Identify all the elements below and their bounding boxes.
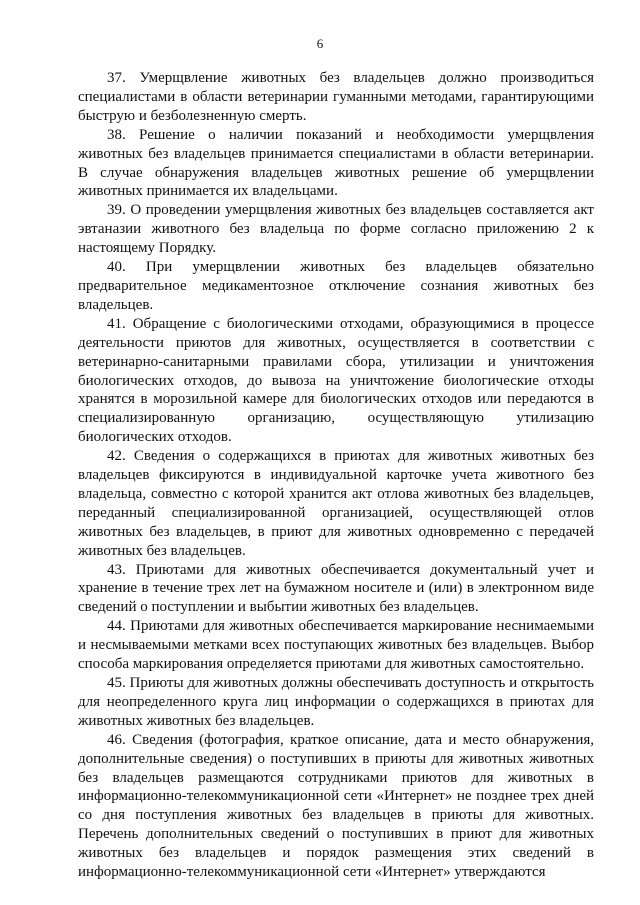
paragraph-41: 41. Обращение с биологическими отходами, образующимися в процессе деятельности приютов для животных, осуществляется в соответствии с ветеринарно-санитарными правилами сбора, утилизации и уничтожения биологических отходов, до вывоза на уничтожение биологические отходы хранятся в морозильной камере для биологических отходов или передаются в специализированную организацию, осуществляющую утилизацию биологических отходов. bbox=[78, 315, 594, 446]
document-body bbox=[78, 69, 594, 882]
paragraph-43: 43. Приютами для животных обеспечивается документальный учет и хранение в течение трех лет на бумажном носителе и (или) в электронном виде сведений о поступлении и выбытии животных без владельцев. bbox=[78, 561, 594, 616]
paragraph-37: 37. Умерщвление животных без владельцев должно производиться специалистами в области ветеринарии гуманными методами, гарантирующими быструю и безболезненную смерть. bbox=[78, 70, 594, 124]
paragraph-38: 38. Решение о наличии показаний и необходимости умерщвления животных без владельцев принимается специалистами в области ветеринарии. В случае обнаружения владельцев животных решение об умерщвлении животных принимается их владельцами. bbox=[78, 126, 594, 200]
paragraph-45: 45. Приюты для животных должны обеспечивать доступность и открытость для неопределенного круга лиц информации о содержащихся в приютах для животных животных без владельцев. bbox=[78, 675, 594, 729]
page-number: 6 bbox=[316, 36, 324, 51]
paragraph-44: 44. Приютами для животных обеспечивается маркирование неснимаемыми и несмываемыми метками всех поступающих животных без владельцев. Выбор способа маркирования определяется приютами для животных самостоятельно. bbox=[78, 618, 594, 673]
paragraph-39: 39. О проведении умерщвления животных без владельцев составляется акт эвтаназии животного без владельца по форме согласно приложению 2 к настоящему Порядку. bbox=[78, 202, 594, 257]
paragraph-40: 40. При умерщвлении животных без владельцев обязательно предварительное медикаментозное отключение сознания животных без владельцев. bbox=[78, 259, 594, 313]
paragraph-42: 42. Сведения о содержащихся в приютах для животных животных без владельцев фиксируются в индивидуальной карточке учета животного без владельца, совместно с которой хранится акт отлова животных без владельцев, переданный специализированной организацией, осуществляющей отлов животных без владельцев, в приют для животных одновременно с передачей животных без владельцев. bbox=[78, 448, 594, 559]
paragraph-46: 46. Сведения (фотография, краткое описание, дата и место обнаружения, дополнительные сведения) о поступивших в приюты для животных животных без владельцев размещаются сотрудниками приютов для животных в информационно-телекоммуникационной сети «Интернет» не позднее трех дней со дня поступления животных без владельцев в приюты для животных. Перечень дополнительных сведений о поступивших в приют для животных животных без владельцев и порядок размещения этих сведений в информационно-телекоммуникационной сети «Интернет» утверждаются bbox=[78, 731, 594, 881]
